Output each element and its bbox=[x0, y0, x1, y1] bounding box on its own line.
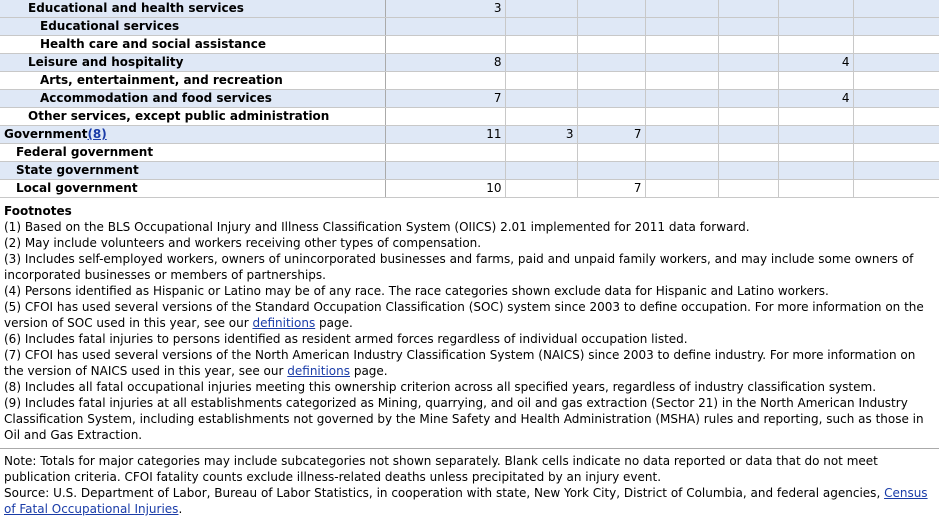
data-cell bbox=[645, 0, 718, 18]
data-cell bbox=[645, 144, 718, 162]
data-cell bbox=[505, 90, 577, 108]
data-cell: 7 bbox=[577, 180, 645, 198]
data-cell bbox=[385, 162, 505, 180]
data-cell bbox=[645, 90, 718, 108]
footnotes-section bbox=[0, 198, 939, 449]
cfoi-link[interactable]: Census of Fatal Occupational Injuries bbox=[4, 486, 928, 516]
data-cell bbox=[505, 72, 577, 90]
row-label: Leisure and hospitality bbox=[0, 54, 385, 72]
data-cell bbox=[577, 162, 645, 180]
table-row bbox=[0, 36, 939, 54]
data-cell bbox=[778, 18, 853, 36]
data-cell bbox=[853, 72, 939, 90]
table-row bbox=[0, 126, 939, 144]
data-cell bbox=[718, 0, 778, 18]
data-cell bbox=[718, 72, 778, 90]
data-cell bbox=[505, 36, 577, 54]
data-cell bbox=[645, 72, 718, 90]
data-cell bbox=[505, 180, 577, 198]
table-row bbox=[0, 162, 939, 180]
data-cell bbox=[853, 162, 939, 180]
data-cell bbox=[718, 126, 778, 144]
row-label: Other services, except public administration bbox=[0, 108, 385, 126]
data-cell bbox=[778, 126, 853, 144]
data-cell bbox=[385, 144, 505, 162]
data-cell bbox=[505, 162, 577, 180]
data-cell bbox=[718, 162, 778, 180]
data-cell bbox=[385, 72, 505, 90]
data-cell bbox=[718, 54, 778, 72]
data-cell bbox=[718, 36, 778, 54]
data-cell bbox=[645, 18, 718, 36]
footnote-item: (7) CFOI has used several versions of the North American Industry Classification System (NAICS) since 2003 to define industry. For more information on the version of NAICS used in this year, see our definitions page. bbox=[4, 348, 916, 378]
data-cell: 4 bbox=[778, 90, 853, 108]
definitions-link[interactable]: definitions bbox=[287, 364, 351, 378]
data-cell bbox=[718, 90, 778, 108]
data-cell bbox=[505, 144, 577, 162]
data-cell bbox=[385, 108, 505, 126]
data-cell bbox=[778, 180, 853, 198]
row-label: Federal government bbox=[0, 144, 385, 162]
data-cell bbox=[385, 36, 505, 54]
data-cell: 7 bbox=[385, 90, 505, 108]
fatal-injuries-table bbox=[0, 0, 939, 198]
data-cell bbox=[718, 180, 778, 198]
row-label: Accommodation and food services bbox=[0, 90, 385, 108]
data-cell: 8 bbox=[385, 54, 505, 72]
table-row bbox=[0, 54, 939, 72]
definitions-link[interactable]: definitions bbox=[252, 316, 316, 330]
footnote-item: (9) Includes fatal injuries at all establishments categorized as Mining, quarrying, and oil and gas extraction (Sector 21) in the North American Industry Classification System, including establishments not governed by the Mine Safety and Health Administration (MSHA) rules and reporting, such as those in Oil and Gas Extraction. bbox=[4, 396, 924, 442]
row-label: State government bbox=[0, 162, 385, 180]
data-cell bbox=[505, 54, 577, 72]
data-cell bbox=[505, 0, 577, 18]
footnote-item: (5) CFOI has used several versions of the Standard Occupation Classification (SOC) system since 2003 to define occupation. For more information on the version of SOC used in this year, see our definitions page. bbox=[4, 300, 924, 330]
data-cell bbox=[778, 72, 853, 90]
data-cell: 3 bbox=[385, 0, 505, 18]
data-cell bbox=[853, 108, 939, 126]
footnote-item: (1) Based on the BLS Occupational Injury and Illness Classification System (OIICS) 2.01 implemented for 2011 data forward. bbox=[4, 220, 750, 234]
data-cell bbox=[577, 54, 645, 72]
data-cell bbox=[778, 144, 853, 162]
data-cell: 10 bbox=[385, 180, 505, 198]
table-row bbox=[0, 144, 939, 162]
data-cell bbox=[505, 18, 577, 36]
data-cell bbox=[577, 144, 645, 162]
data-cell bbox=[778, 162, 853, 180]
table-row bbox=[0, 180, 939, 198]
data-cell bbox=[577, 36, 645, 54]
footnote-item: (6) Includes fatal injuries to persons identified as resident armed forces regardless of individual occupation listed. bbox=[4, 332, 688, 346]
row-label: Arts, entertainment, and recreation bbox=[0, 72, 385, 90]
data-cell bbox=[853, 0, 939, 18]
footnote-item: (8) Includes all fatal occupational injuries meeting this ownership criterion across all specified years, regardless of industry classification system. bbox=[4, 380, 877, 394]
footnote-item: (3) Includes self-employed workers, owners of unincorporated businesses and farms, paid and unpaid family workers, and may include some owners of incorporated businesses or members of partnerships. bbox=[4, 252, 914, 282]
data-cell bbox=[778, 0, 853, 18]
footnotes-title: Footnotes bbox=[4, 204, 72, 218]
data-cell bbox=[853, 18, 939, 36]
table-row bbox=[0, 0, 939, 18]
row-label: Local government bbox=[0, 180, 385, 198]
table-row bbox=[0, 90, 939, 108]
data-cell bbox=[645, 36, 718, 54]
source-text: Source: U.S. Department of Labor, Bureau of Labor Statistics, in cooperation with state, New York City, District of Columbia, and federal agencies, Census of Fatal Occupational Injuries. bbox=[4, 486, 928, 516]
data-cell bbox=[853, 180, 939, 198]
data-cell bbox=[853, 90, 939, 108]
footnote-item: (2) May include volunteers and workers receiving other types of compensation. bbox=[4, 236, 482, 250]
table-row bbox=[0, 72, 939, 90]
data-cell: 11 bbox=[385, 126, 505, 144]
data-cell bbox=[385, 18, 505, 36]
data-cell bbox=[577, 108, 645, 126]
data-cell: 4 bbox=[778, 54, 853, 72]
data-cell bbox=[577, 18, 645, 36]
data-cell bbox=[778, 108, 853, 126]
data-cell bbox=[853, 36, 939, 54]
data-cell bbox=[853, 126, 939, 144]
table-row bbox=[0, 18, 939, 36]
data-cell bbox=[577, 0, 645, 18]
footnote-item: (4) Persons identified as Hispanic or Latino may be of any race. The race categories shown exclude data for Hispanic and Latino workers. bbox=[4, 284, 829, 298]
data-cell bbox=[505, 108, 577, 126]
data-cell bbox=[645, 180, 718, 198]
data-cell bbox=[853, 54, 939, 72]
row-label: Educational services bbox=[0, 18, 385, 36]
table-row bbox=[0, 108, 939, 126]
notes-section bbox=[0, 449, 939, 517]
footnote-link[interactable]: (8) bbox=[87, 127, 107, 141]
data-cell bbox=[718, 144, 778, 162]
row-label: Health care and social assistance bbox=[0, 36, 385, 54]
data-cell: 7 bbox=[577, 126, 645, 144]
data-cell: 3 bbox=[505, 126, 577, 144]
data-cell bbox=[778, 36, 853, 54]
row-label: Government(8) bbox=[0, 126, 385, 144]
data-cell bbox=[645, 126, 718, 144]
data-cell bbox=[853, 144, 939, 162]
data-cell bbox=[645, 108, 718, 126]
data-cell bbox=[718, 108, 778, 126]
row-label: Educational and health services bbox=[0, 0, 385, 18]
data-cell bbox=[718, 18, 778, 36]
note-text: Note: Totals for major categories may include subcategories not shown separately. Blank cells indicate no data reported or data that do not meet publication criteria. CFOI fatality counts exclude illness-related deaths unless precipitated by an injury event. bbox=[4, 454, 878, 484]
data-cell bbox=[645, 54, 718, 72]
data-cell bbox=[577, 72, 645, 90]
data-cell bbox=[645, 162, 718, 180]
data-cell bbox=[577, 90, 645, 108]
